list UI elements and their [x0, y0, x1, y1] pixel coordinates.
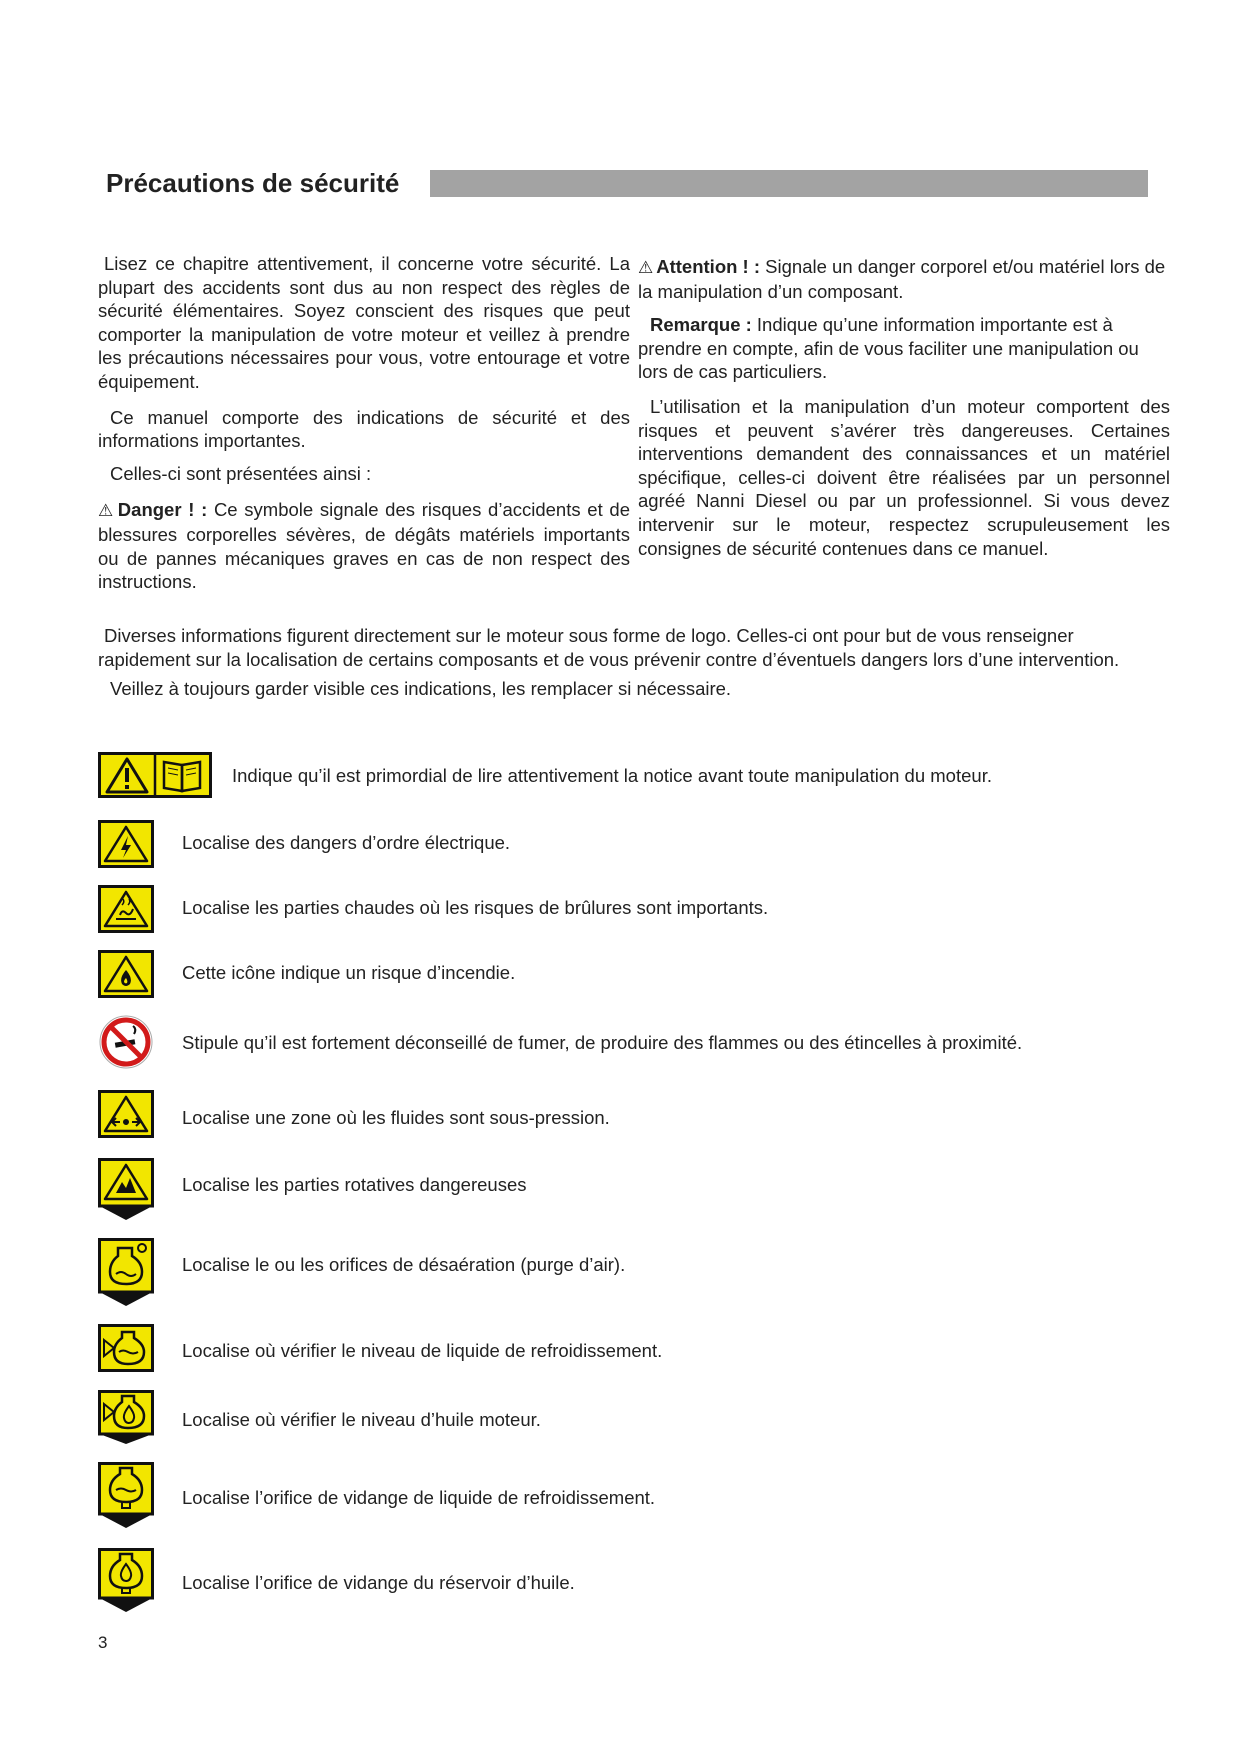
legend-text: Localise le ou les orifices de désaération (purge d’air).	[182, 1254, 626, 1275]
attention-paragraph	[638, 255, 1170, 303]
air-bleed-icon	[98, 1238, 154, 1308]
attention-text: Signale un danger corporel et/ou matériel lors de la manipulation d’un composant.	[638, 256, 1166, 302]
title-bar-decoration	[430, 170, 1148, 197]
legend-text: Localise une zone où les fluides sont sous-pression.	[182, 1107, 610, 1128]
legend-row-fire	[98, 950, 154, 998]
legend-row-coolant-drain	[98, 1462, 154, 1530]
logo-info-section	[98, 624, 1150, 701]
remarque-text: Indique qu’une information importante est à prendre en compte, afin de vous faciliter une manipulation ou lors de cas particuliers.	[638, 314, 1139, 383]
legend-text: Localise les parties chaudes où les risques de brûlures sont importants.	[182, 897, 769, 918]
coolant-drain-icon	[98, 1462, 154, 1530]
page-number: 3	[98, 1633, 108, 1652]
attention-label: Attention ! :	[656, 256, 761, 277]
usage-risk-paragraph: L’utilisation et la manipulation d’un moteur comportent des risques et peuvent s’avérer très dangereuses. Certaines interventions demandent des connaissances et un matériel spécifique, celles-ci doivent être réalisées par un personnel agréé Nanni Diesel ou par un professionnel. Si vous devez intervenir sur le moteur, respectez scrupuleusement les consignes de sécurité contenues dans ce manuel.	[638, 395, 1170, 559]
electrical-hazard-icon	[98, 820, 154, 868]
legend-row-read-manual	[98, 752, 212, 798]
hot-surface-icon	[98, 885, 154, 933]
keep-visible-paragraph: Veillez à toujours garder visible ces indications, les remplacer si nécessaire.	[110, 678, 732, 700]
legend-text: Indique qu’il est primordial de lire attentivement la notice avant toute manipulation du moteur.	[232, 765, 992, 786]
legend-text: Localise l’orifice de vidange de liquide de refroidissement.	[182, 1487, 656, 1508]
rotating-parts-icon	[98, 1158, 154, 1222]
danger-text: Ce symbole signale des risques d’accidents et de blessures corporelles sévères, de dégâts matériels importants ou de pannes mécaniques graves en cas de non respect des instructions.	[98, 499, 630, 593]
danger-label: Danger ! :	[117, 499, 208, 521]
legend-text: Cette icône indique un risque d’incendie.	[182, 962, 516, 983]
legend-text: Localise où vérifier le niveau d’huile moteur.	[182, 1409, 541, 1430]
warning-triangle-icon: ⚠	[98, 501, 115, 521]
logo-info-paragraph: Diverses informations figurent directement sur le moteur sous forme de logo. Celles-ci ont pour but de vous renseigner rapidement sur la localisation de certains composants et de vous prévenir contre d’éventuels dangers lors d’une intervention.	[98, 625, 1120, 670]
warning-triangle-icon: ⚠	[638, 258, 654, 277]
danger-paragraph	[98, 498, 630, 593]
manual-info-paragraph: Ce manuel comporte des indications de sécurité et des informations importantes.	[98, 406, 630, 452]
legend-row-hot-surface	[98, 885, 154, 933]
intro-paragraph: Lisez ce chapitre attentivement, il concerne votre sécurité. La plupart des accidents sont dus au non respect des règles de sécurité élémentaires. Soyez conscient des risques que peut comporter la manipulation de votre moteur et veillez à prendre les précautions nécessaires pour vous, votre entourage et votre équipement.	[98, 253, 630, 392]
legend-row-oil-drain	[98, 1548, 154, 1614]
pressure-hazard-icon	[98, 1090, 154, 1138]
legend-text: Localise les parties rotatives dangereuses	[182, 1174, 527, 1195]
legend-row-electrical	[98, 820, 154, 868]
right-column	[638, 255, 1170, 560]
fire-hazard-icon	[98, 950, 154, 998]
legend-row-air-bleed	[98, 1238, 154, 1308]
legend-row-pressure	[98, 1090, 154, 1138]
read-manual-icon	[98, 752, 212, 798]
legend-row-coolant-level	[98, 1324, 154, 1372]
remarque-paragraph	[638, 313, 1170, 384]
legend-text: Stipule qu’il est fortement déconseillé de fumer, de produire des flammes ou des étincelles à proximité.	[182, 1032, 1023, 1053]
page-title: Précautions de sécurité	[106, 168, 400, 198]
oil-drain-icon	[98, 1548, 154, 1614]
left-column	[98, 252, 630, 594]
presentation-paragraph: Celles-ci sont présentées ainsi :	[110, 462, 372, 484]
legend-row-no-smoking	[98, 1014, 154, 1070]
legend-row-rotating	[98, 1158, 154, 1222]
coolant-level-icon	[98, 1324, 154, 1372]
legend-text: Localise des dangers d’ordre électrique.	[182, 832, 511, 853]
legend-text: Localise l’orifice de vidange du réservoir d’huile.	[182, 1572, 575, 1593]
legend-text: Localise où vérifier le niveau de liquide de refroidissement.	[182, 1340, 663, 1361]
oil-level-icon	[98, 1390, 154, 1446]
remarque-label: Remarque :	[650, 314, 752, 336]
legend-row-oil-level	[98, 1390, 154, 1446]
no-smoking-icon	[98, 1014, 154, 1070]
